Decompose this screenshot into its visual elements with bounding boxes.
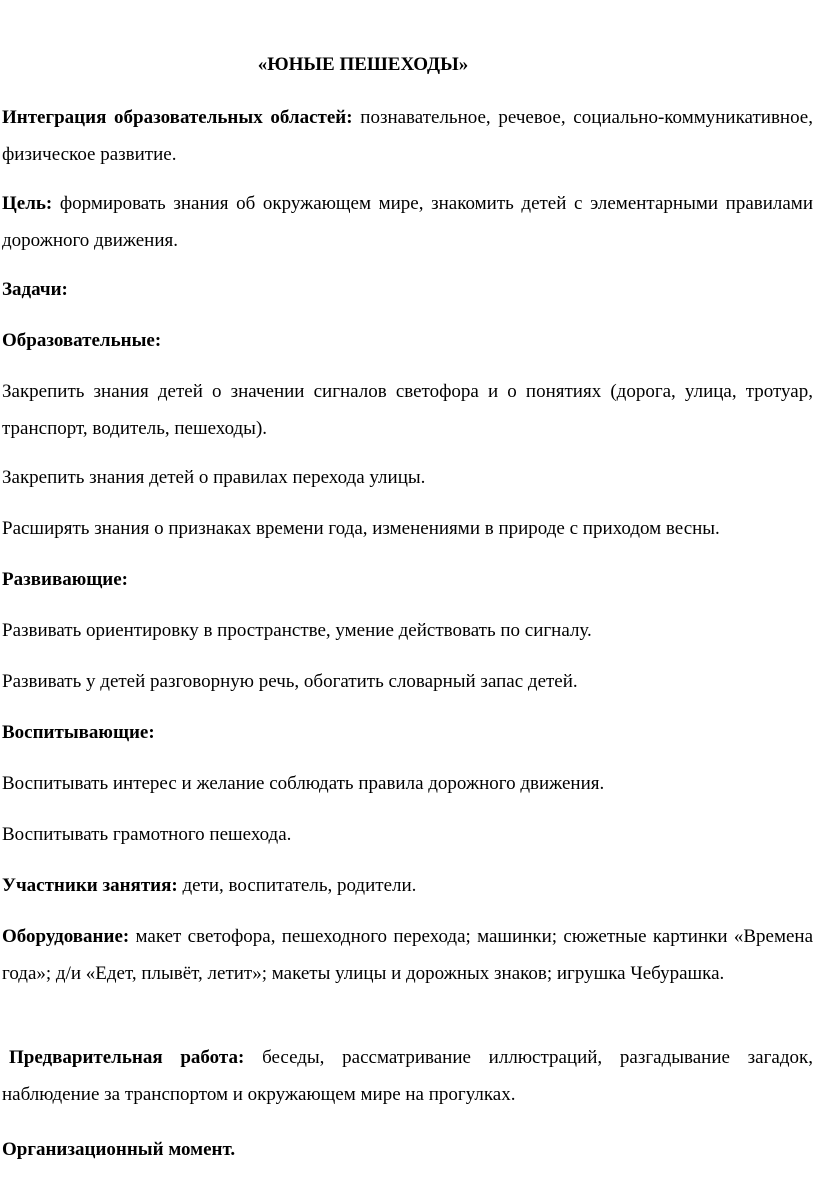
participants-label: Участники занятия: [2,875,178,896]
upbringing-item-2: Воспитывать грамотного пешехода. [2,824,292,845]
educational-item-3: Расширять знания о признаках времени года, изменениями в природе с приходом весны. [2,518,720,539]
developing-heading: Развивающие: [2,569,128,590]
equipment-paragraph [2,918,813,992]
goal-label: Цель: [2,193,53,214]
educational-heading: Образовательные: [2,330,162,351]
preliminary-text: беседы, рассматривание иллюстраций, разгадывание загадок, наблюдение за транспортом и окружающем мире на прогулках. [2,1047,813,1105]
upbringing-heading: Воспитывающие: [2,722,155,743]
participants-text: дети, воспитатель, родители. [177,875,417,896]
integration-text: познавательное, речевое, социально-коммуникативное, физическое развитие. [2,107,813,165]
upbringing-item-1: Воспитывать интерес и желание соблюдать правила дорожного движения. [2,773,605,794]
goal-text: формировать знания об окружающем мире, знакомить детей с элементарными правилами дорожного движения. [2,193,813,251]
org-moment-heading: Организационный момент. [2,1139,236,1160]
educational-item-1: Закрепить знания детей о значении сигналов светофора и о понятиях (дорога, улица, тротуар, транспорт, водитель, пешеходы). [2,381,813,439]
goal-paragraph [2,185,813,259]
developing-item-1: Развивать ориентировку в пространстве, умение действовать по сигналу. [2,620,592,641]
educational-item-2: Закрепить знания детей о правилах перехода улицы. [2,467,426,488]
equipment-text: макет светофора, пешеходного перехода; машинки; сюжетные картинки «Времена года»; д/и «Едет, плывёт, летит»; макеты улицы и дорожных знаков; игрушка Чебурашка. [2,926,813,984]
equipment-label: Оборудование: [2,926,130,947]
participants-paragraph [2,867,813,904]
integration-paragraph [2,99,813,173]
tasks-heading: Задачи: [2,279,68,300]
integration-label: Интеграция образовательных областей: [2,107,353,128]
document-title: «ЮНЫЕ ПЕШЕХОДЫ» [257,54,469,75]
preliminary-label: Предварительная работа: [9,1047,245,1068]
preliminary-paragraph [2,1039,813,1113]
developing-item-2: Развивать у детей разговорную речь, обогатить словарный запас детей. [2,671,578,692]
